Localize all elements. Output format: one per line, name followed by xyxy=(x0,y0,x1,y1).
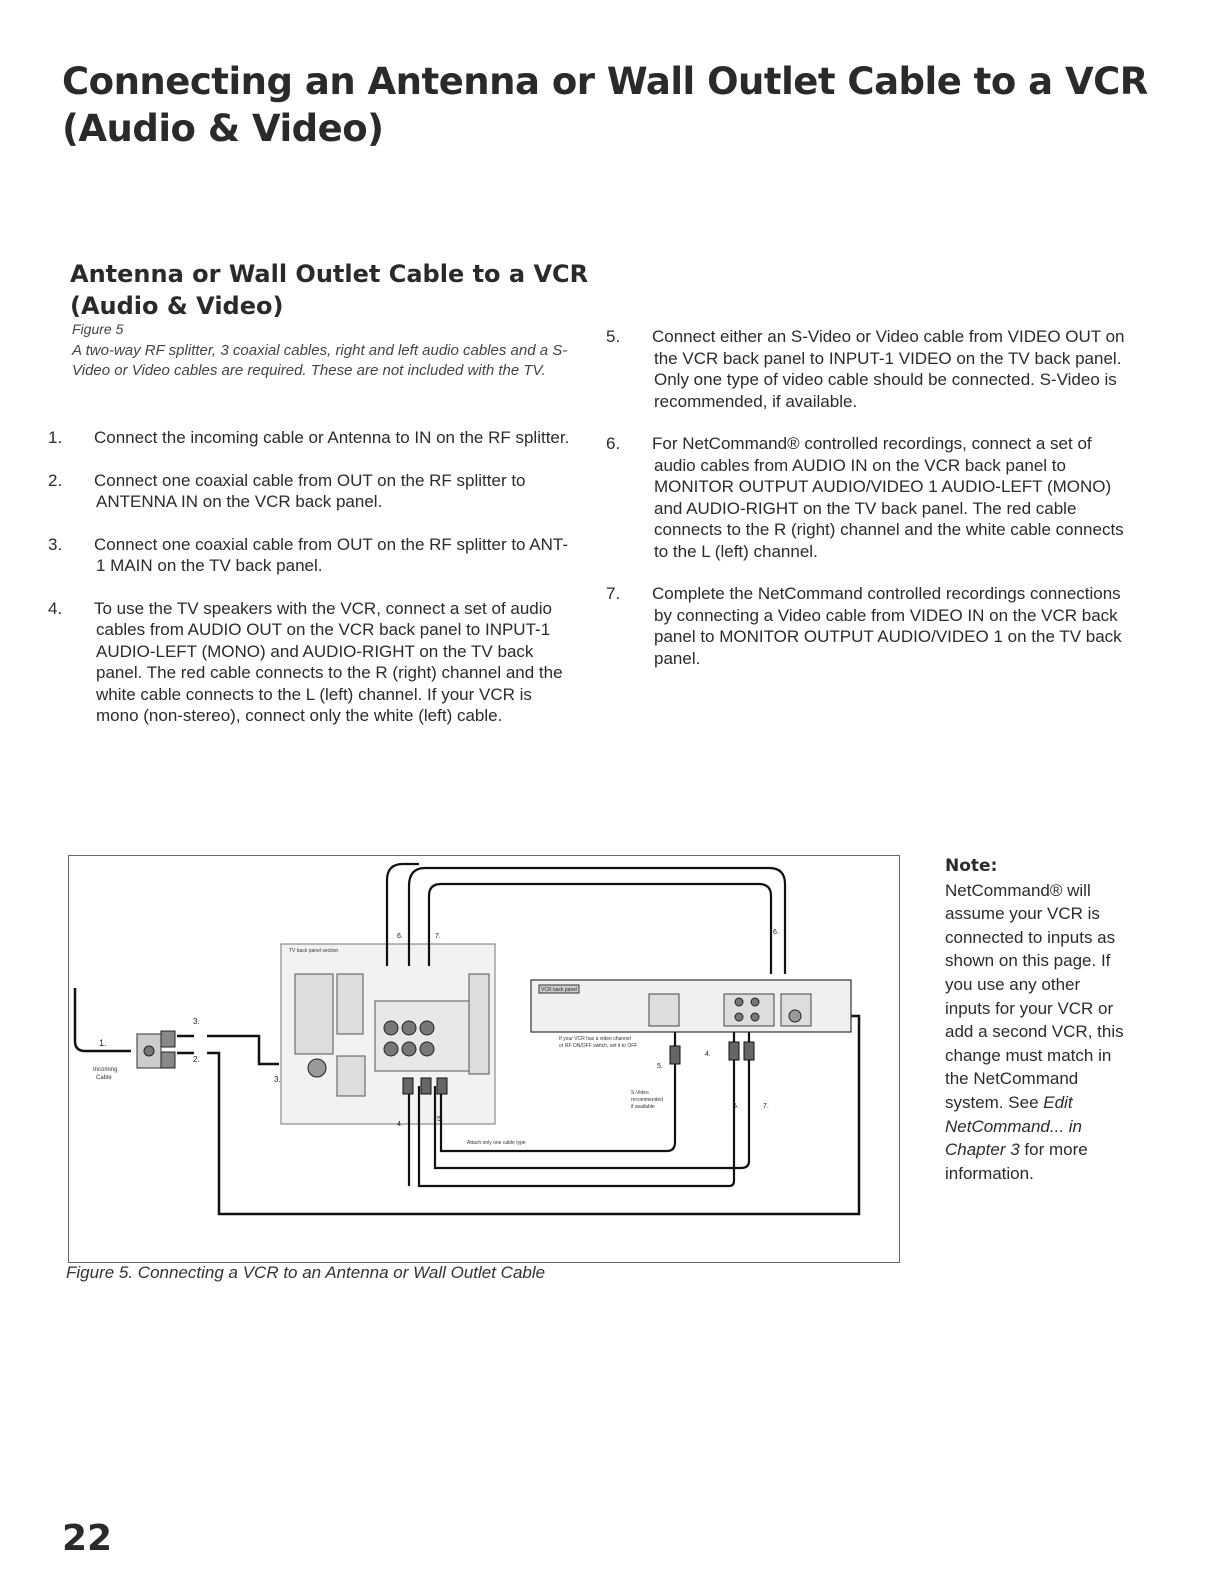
note-text-end: for more information. xyxy=(945,1140,1088,1183)
label-tv-panel: TV back panel section xyxy=(289,948,339,954)
label-s-video-2: recommended xyxy=(631,1097,663,1103)
step-3: 3. Connect one coaxial cable from OUT on the RF splitter to ANT-1 MAIN on the TV back panel. xyxy=(48,534,569,575)
label-s-video-3: if available xyxy=(631,1104,655,1110)
label-n5b: 5. xyxy=(437,1116,443,1123)
label-n3b: 3. xyxy=(274,1075,281,1084)
step-4: 4. To use the TV speakers with the VCR, connect a set of audio cables from AUDIO OUT on the VCR back panel to INPUT-1 AUDIO-LEFT (MONO) and AUDIO-RIGHT on the TV back panel. The red cable connects to the R (right) channel and the white cable connects to the L (left) channel. If your VCR is mono (non-stereo), connect only the white (left) cable. xyxy=(48,598,563,725)
note-text: NetCommand® will assume your VCR is connected to inputs as shown on this page. If you use any other inputs for your VCR or add a second VCR, this change must match in the NetCommand system. See xyxy=(945,880,1124,1112)
label-incoming: Incoming xyxy=(93,1067,118,1073)
label-vcr-panel: VCR back panel xyxy=(541,987,578,993)
note-reference: Edit NetCommand... in Chapter 3 xyxy=(945,1092,1082,1160)
steps-left-column xyxy=(48,427,577,727)
tv-back-panel xyxy=(281,944,495,1124)
step-5: 5. Connect either an S-Video or Video cable from VIDEO OUT on the VCR back panel to INPUT-1 VIDEO on the TV back panel. Only one type of video cable should be connected. S-Video is recommended, if available. xyxy=(606,327,1125,411)
plug-vcr-2 xyxy=(729,1042,739,1060)
coax-to-vcr xyxy=(177,1016,859,1214)
label-attach-note: Attach only one cable type xyxy=(467,1140,526,1146)
plug-vcr-3 xyxy=(744,1042,754,1060)
label-n7b: 7. xyxy=(763,1103,769,1110)
label-s-video-1: S-Video xyxy=(631,1090,649,1096)
side-note xyxy=(945,855,1125,1185)
page-number: 22 xyxy=(62,1518,113,1559)
step-2: 2. Connect one coaxial cable from OUT on the RF splitter to ANTENNA IN on the VCR back panel. xyxy=(48,470,526,511)
plug-vcr-1 xyxy=(670,1046,680,1064)
plug-tv-2 xyxy=(421,1078,431,1094)
label-n3: 3. xyxy=(193,1017,200,1026)
label-cable: Cable xyxy=(96,1075,112,1081)
vcr-back-panel xyxy=(531,980,851,1032)
note-title: Note: xyxy=(945,856,998,876)
figure-caption: Figure 5. Connecting a VCR to an Antenna or Wall Outlet Cable xyxy=(66,1263,546,1282)
label-n2: 2. xyxy=(193,1055,200,1064)
steps-right-column xyxy=(606,326,1130,669)
page-title: Connecting an Antenna or Wall Outlet Cable to a VCR (Audio & Video) xyxy=(62,60,1148,150)
label-n5a: 5. xyxy=(657,1063,663,1070)
label-rf-note-1: If your VCR has a video channel xyxy=(559,1036,631,1042)
label-n6a: 6. xyxy=(397,933,403,940)
plug-tv-1 xyxy=(403,1078,413,1094)
label-n1: 1. xyxy=(99,1038,107,1048)
label-rf-note-2: or RF ON/OFF switch, set it to OFF xyxy=(559,1043,638,1049)
rf-splitter xyxy=(137,1031,175,1068)
step-6: 6. For NetCommand® controlled recordings, connect a set of audio cables from AUDIO IN on the VCR back panel to MONITOR OUTPUT AUDIO/VIDEO 1 AUDIO-LEFT (MONO) and AUDIO-RIGHT on the TV back panel. The red cable connects to the R (right) channel and the white cable connects to the L (left) channel. xyxy=(606,434,1124,561)
section-heading: Antenna or Wall Outlet Cable to a VCR (Audio & Video) xyxy=(70,260,589,320)
step-7: 7. Complete the NetCommand controlled recordings connections by connecting a Video cable from VIDEO IN on the VCR back panel to MONITOR OUTPUT AUDIO/VIDEO 1 on the TV back panel. xyxy=(606,584,1122,668)
figure-reference: Figure 5 xyxy=(72,321,124,337)
label-n7a: 7. xyxy=(435,933,441,940)
label-n4b: 4. xyxy=(397,1121,403,1128)
label-n6b: 6. xyxy=(773,929,779,936)
connection-diagram-svg xyxy=(69,856,899,1262)
label-n5c: 5. xyxy=(733,1103,739,1110)
requirements-note: A two-way RF splitter, 3 coaxial cables, right and left audio cables and a S-Video or Video cables are required. These are not included with the TV. xyxy=(72,342,568,379)
label-n4a: 4. xyxy=(705,1051,711,1058)
connection-diagram xyxy=(68,855,900,1263)
plug-tv-3 xyxy=(437,1078,447,1094)
step-1: 1. Connect the incoming cable or Antenna to IN on the RF splitter. xyxy=(48,428,570,447)
